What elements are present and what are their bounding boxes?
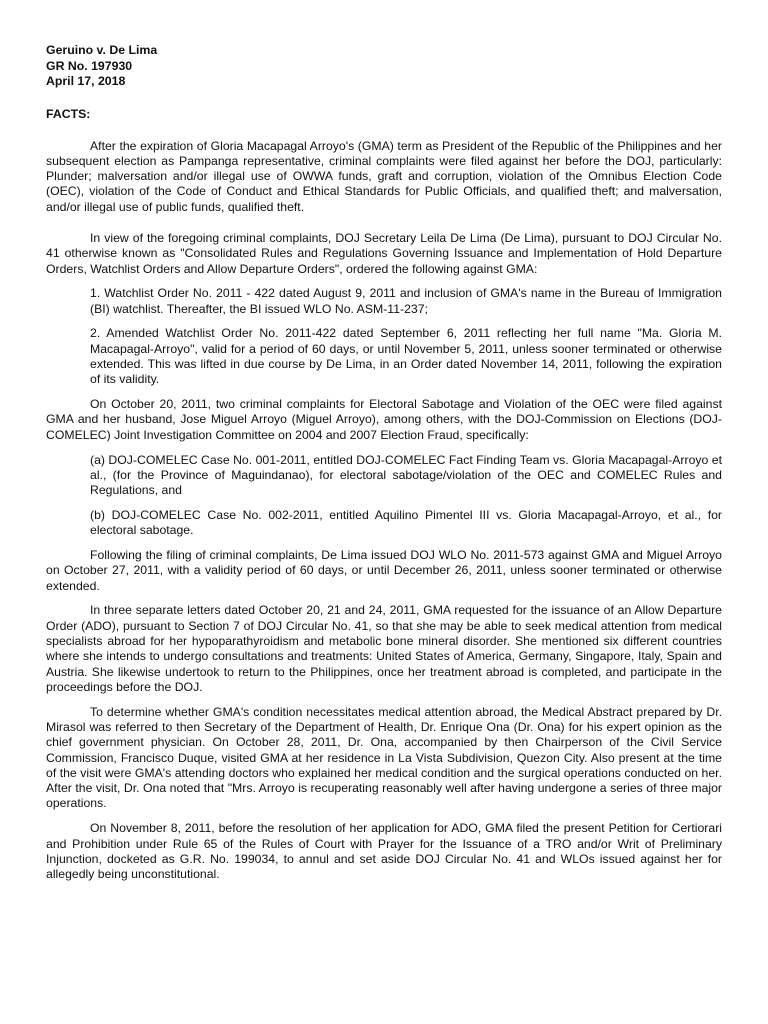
paragraph-medical-abstract: To determine whether GMA's condition necessitates medical attention abroad, the Medical Abstract prepared by Dr. Mirasol was referred to then Secretary of the Department of Health, Dr. Enrique Ona (Dr. Ona) for his expert opinion as the chief government physician. On October 28, 2011, Dr. Ona, accompanied by then Chairperson of the Civil Service Commission, Francisco Duque, visited GMA at her residence in La Vista Subdivision, Quezon City. Also present at the time of the visit were GMA's attending doctors who explained her medical condition and the surgical operations conducted on her. After the visit, Dr. Ona noted that "Mrs. Arroyo is recuperating reasonably well after having undergone a series of three major operations. (46, 704, 722, 811)
list-item-case-001: (a) DOJ-COMELEC Case No. 001-2011, entitled DOJ-COMELEC Fact Finding Team vs. Gloria Macapagal-Arroyo et al., (for the Province of Maguindanao), for electoral sabotage/violation of the OEC and COMELEC Rules and Regulations, and (90, 452, 722, 498)
paragraph-petition: On November 8, 2011, before the resolution of her application for ADO, GMA filed the present Petition for Certiorari and Prohibition under Rule 65 of the Rules of Court with Prayer for the Issuance of a TRO and/or Writ of Preliminary Injunction, docketed as G.R. No. 199034, to annul and set aside DOJ Circular No. 41 and WLOs issued against her for allegedly being unconstitutional. (46, 821, 722, 882)
list-item-case-002: (b) DOJ-COMELEC Case No. 002-2011, entitled Aquilino Pimentel III vs. Gloria Macapagal-Arroyo, et al., for electoral sabotage. (90, 507, 722, 538)
list-item-watchlist-order: 1. Watchlist Order No. 2011 - 422 dated August 9, 2011 and inclusion of GMA's name in the Bureau of Immigration (BI) watchlist. Thereafter, the BI issued WLO No. ASM-11-237; (90, 286, 722, 316)
paragraph-doj-orders: In view of the foregoing criminal complaints, DOJ Secretary Leila De Lima (De Lima), pursuant to DOJ Circular No. 41 otherwise known as "Consolidated Rules and Regulations Governing Issuance and Implementation of Hold Departure Orders, Watchlist Orders and Allow Departure Orders", ordered the following against GMA: (46, 230, 722, 276)
paragraph-wlo-issued: Following the filing of criminal complaints, De Lima issued DOJ WLO No. 2011-573 against GMA and Miguel Arroyo on October 27, 2011, with a validity period of 60 days, or until December 26, 2011, unless sooner terminated or otherwise extended. (46, 548, 722, 593)
paragraph-background: After the expiration of Gloria Macapagal Arroyo's (GMA) term as President of the Republic of the Philippines and her subsequent election as Pampanga representative, criminal complaints were filed against her before the DOJ, particularly: Plunder; malversation and/or illegal use of OWWA funds, graft and corruption, violation of the Omnibus Election Code (OEC), violation of the Code of Conduct and Ethical Standards for Public Officials, and qualified theft; and malversation, and/or illegal use of public funds, qualified theft. (46, 138, 722, 214)
paragraph-electoral-complaints: On October 20, 2011, two criminal complaints for Electoral Sabotage and Violation of the OEC were filed against GMA and her husband, Jose Miguel Arroyo (Miguel Arroyo), among others, with the DOJ-Commission on Elections (DOJ-COMELEC) Joint Investigation Committee on 2004 and 2007 Election Fraud, specifically: (46, 397, 722, 442)
list-item-amended-watchlist-order: 2. Amended Watchlist Order No. 2011-422 dated September 6, 2011 reflecting her full name "Ma. Gloria M. Macapagal-Arroyo", valid for a period of 60 days, or until November 5, 2011, unless sooner terminated or otherwise extended. This was lifted in due course by De Lima, in an Order dated November 14, 2011, following the expiration of its validity. (90, 326, 722, 387)
paragraph-ado-request: In three separate letters dated October 20, 21 and 24, 2011, GMA requested for the issuance of an Allow Departure Order (ADO), pursuant to Section 7 of DOJ Circular No. 41, so that she may be able to seek medical attention from medical specialists abroad for her hypoparathyroidism and metabolic bone mineral disorder. She mentioned six different countries where she intends to undergo consultations and treatments: United States of America, Germany, Singapore, Italy, Spain and Austria. She likewise undertook to return to the Philippines, once her treatment abroad is completed, and participate in the proceedings before the DOJ. (46, 603, 722, 694)
section-heading-facts: FACTS: (46, 106, 91, 121)
gr-number: GR No. 197930 (46, 58, 133, 73)
decision-date: April 17, 2018 (46, 74, 126, 88)
case-title: Geruino v. De Lima (46, 43, 158, 57)
